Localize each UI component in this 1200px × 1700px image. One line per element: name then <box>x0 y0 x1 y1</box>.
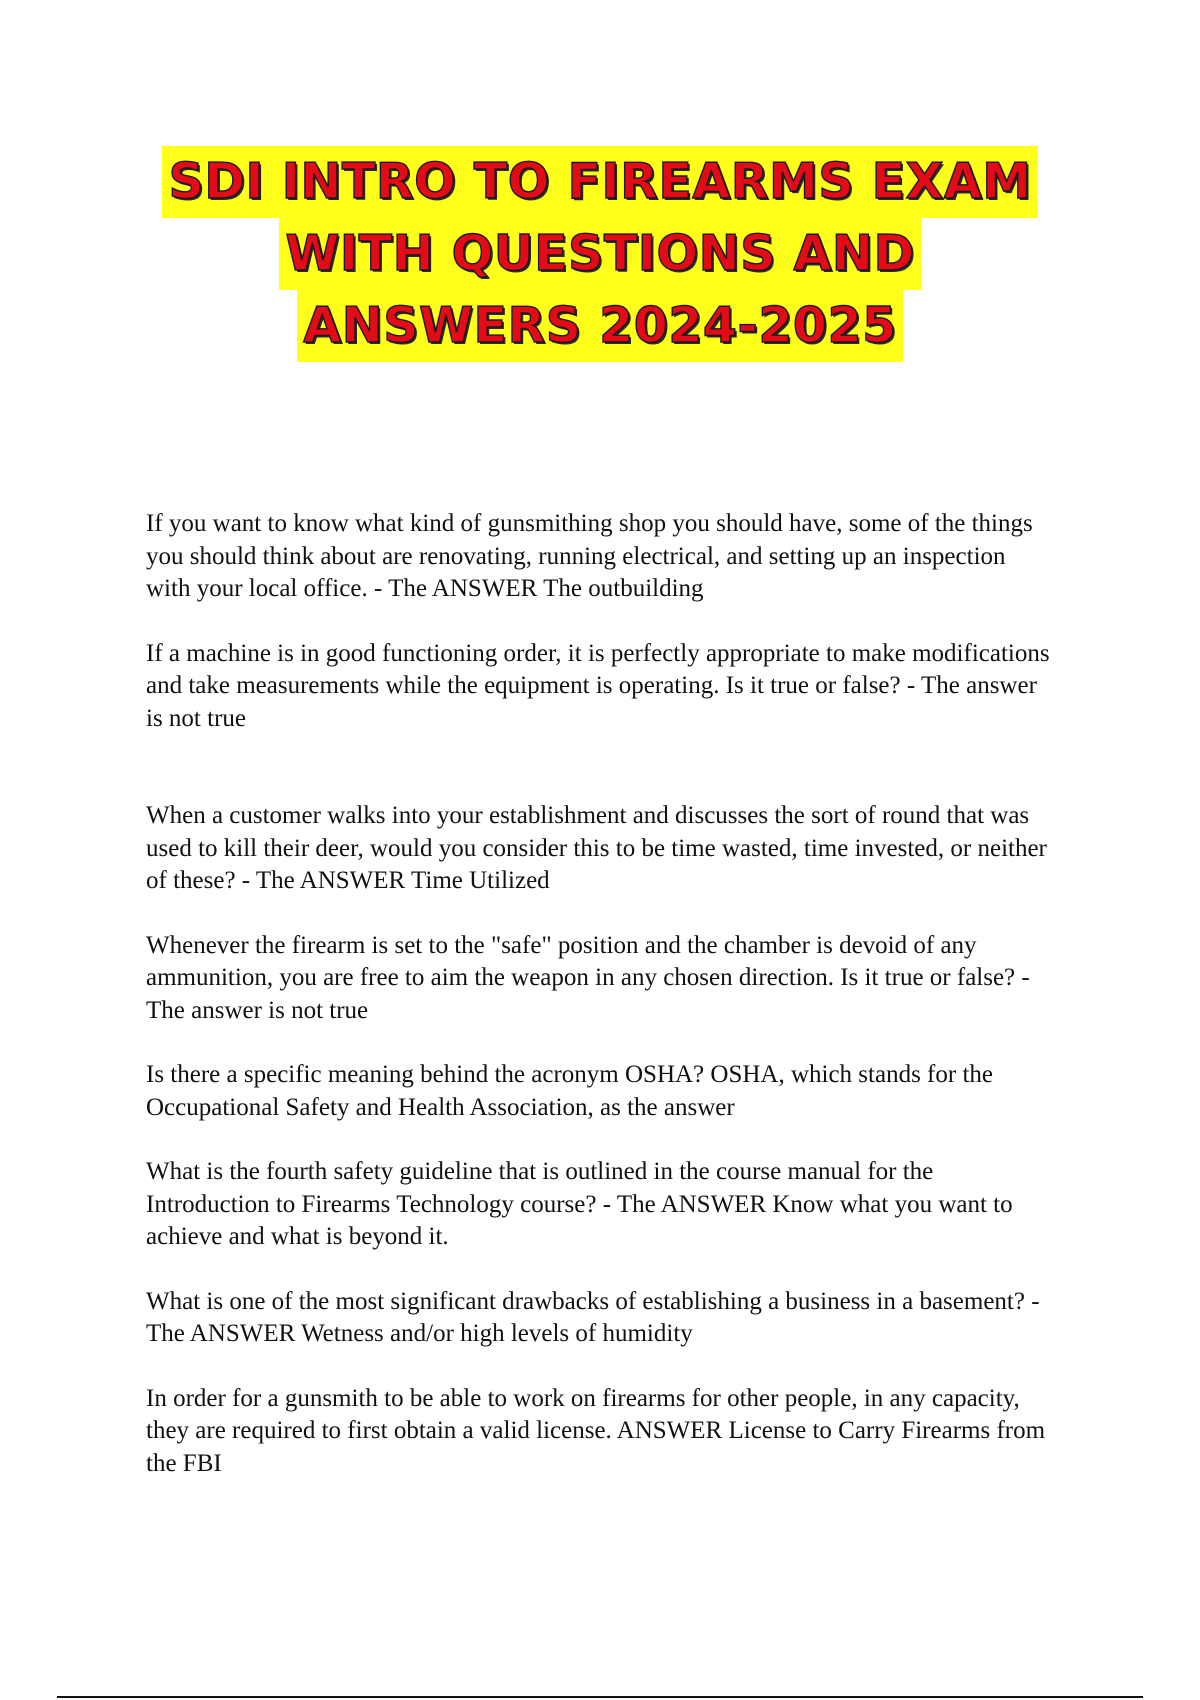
question-answer-list <box>146 508 1056 1480</box>
title-line-3: ANSWERS 2024-2025 <box>297 290 902 362</box>
qa-item-1: If you want to know what kind of gunsmithing shop you should have, some of the things you should think about are renovating, running electrical, and setting up an inspection with your local office. - The ANSWER The outbuilding <box>146 510 1033 602</box>
qa-item-6: What is the fourth safety guideline that is outlined in the course manual for the Introduction to Firearms Technology course? - The ANSWER Know what you want to achieve and what is beyond it. <box>146 1158 1013 1250</box>
qa-item-3: When a customer walks into your establishment and discusses the sort of round that was used to kill their deer, would you consider this to be time wasted, time invested, or neither of these? - The ANSWER Time Utilized <box>146 802 1047 894</box>
document-title <box>0 146 1200 362</box>
qa-item-7: What is one of the most significant drawbacks of establishing a business in a basement? - The ANSWER Wetness and/or high levels of humidity <box>146 1287 1040 1347</box>
qa-item-8: In order for a gunsmith to be able to work on firearms for other people, in any capacity, they are required to first obtain a valid license. ANSWER License to Carry Firearms from the FBI <box>146 1384 1046 1477</box>
qa-item-4: Whenever the firearm is set to the "safe" position and the chamber is devoid of any ammunition, you are free to aim the weapon in any chosen direction. Is it true or false? - The answer is not true <box>146 931 1030 1024</box>
title-line-1: SDI INTRO TO FIREARMS EXAM <box>162 146 1037 218</box>
qa-item-5: Is there a specific meaning behind the acronym OSHA? OSHA, which stands for the Occupational Safety and Health Association, as the answer <box>146 1061 993 1121</box>
page-bottom-divider <box>57 1696 1143 1698</box>
title-line-2: WITH QUESTIONS AND <box>279 218 920 290</box>
qa-item-2: If a machine is in good functioning order, it is perfectly appropriate to make modifications and take measurements while the equipment is operating. Is it true or false? - The answer is not true <box>146 639 1050 732</box>
